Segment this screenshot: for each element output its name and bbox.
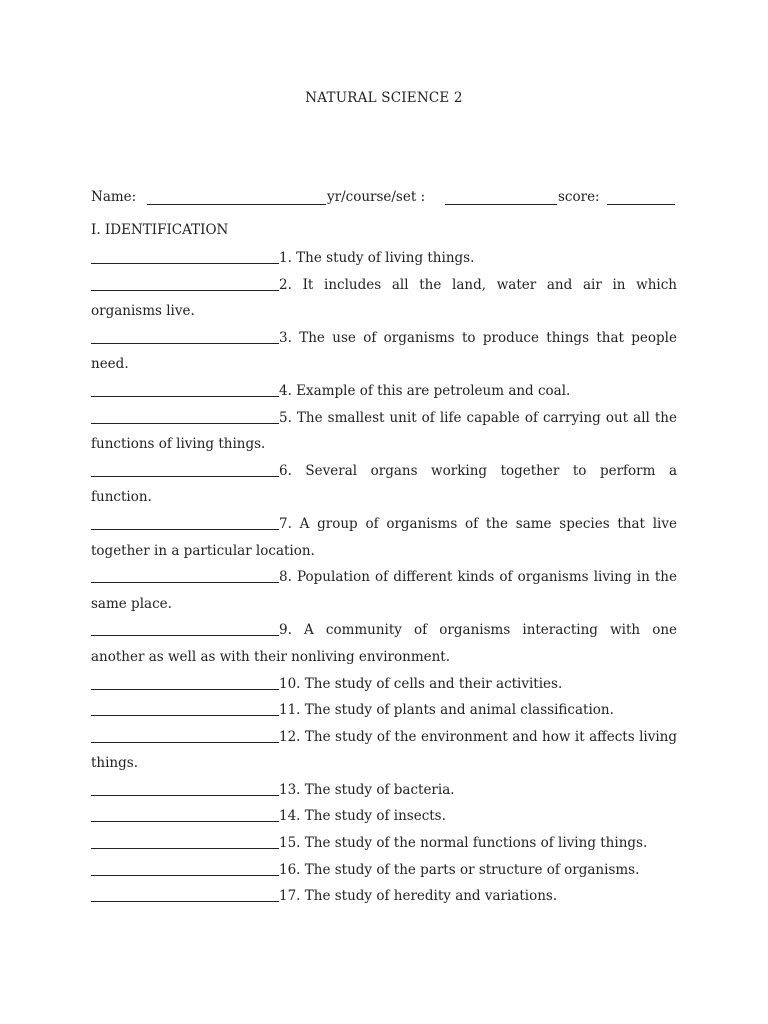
answer-blank[interactable]: [91, 781, 279, 796]
item-text: 1. The study of living things.: [279, 250, 475, 266]
answer-blank[interactable]: [91, 249, 279, 264]
item-text: 5. The smallest unit of life capable of carrying out all the functions of living things.: [91, 409, 677, 453]
answer-blank[interactable]: [91, 329, 279, 344]
list-item: [91, 245, 677, 272]
name-label: Name:: [91, 189, 137, 205]
answer-blank[interactable]: [91, 834, 279, 849]
answer-blank[interactable]: [91, 728, 279, 743]
list-item: [91, 617, 677, 670]
answer-blank[interactable]: [91, 861, 279, 876]
item-text: 16. The study of the parts or structure of organisms.: [279, 861, 640, 878]
list-item: [91, 777, 677, 804]
answer-blank[interactable]: [91, 515, 279, 530]
item-text: 17. The study of heredity and variations.: [279, 888, 558, 905]
list-item: [91, 272, 677, 325]
list-item: [91, 883, 677, 910]
answer-blank[interactable]: [91, 568, 279, 583]
list-item: [91, 697, 677, 724]
answer-blank[interactable]: [91, 409, 279, 424]
answer-blank[interactable]: [91, 807, 279, 822]
list-item: [91, 511, 677, 564]
item-text: 13. The study of bacteria.: [279, 781, 455, 798]
list-item: [91, 378, 677, 405]
score-blank[interactable]: [607, 190, 675, 205]
answer-blank[interactable]: [91, 887, 279, 902]
item-text: 2. It includes all the land, water and air in which organisms live.: [91, 276, 677, 320]
name-blank[interactable]: [147, 190, 326, 205]
item-text: 12. The study of the environment and how it affects living things.: [91, 728, 677, 772]
answer-blank[interactable]: [91, 382, 279, 397]
score-label: score:: [558, 189, 600, 205]
course-blank[interactable]: [445, 190, 557, 205]
list-item: [91, 325, 677, 378]
item-text: 15. The study of the normal functions of living things.: [279, 835, 648, 852]
identification-list: [91, 245, 677, 910]
page-title: NATURAL SCIENCE 2: [305, 90, 463, 106]
item-text: 3. The use of organisms to produce things that people need.: [91, 329, 677, 373]
list-item: [91, 830, 677, 857]
item-text: 7. A group of organisms of the same species that live together in a particular location.: [91, 515, 677, 559]
list-item: [91, 458, 677, 511]
item-text: 6. Several organs working together to perform a function.: [91, 462, 677, 506]
item-text: 10. The study of cells and their activities.: [279, 675, 563, 692]
answer-blank[interactable]: [91, 276, 279, 291]
student-info-line: [91, 189, 677, 209]
list-item: [91, 724, 677, 777]
answer-blank[interactable]: [91, 675, 279, 690]
list-item: [91, 564, 677, 617]
list-item: [91, 405, 677, 458]
list-item: [91, 857, 677, 884]
item-text: 11. The study of plants and animal classification.: [279, 702, 614, 719]
list-item: [91, 671, 677, 698]
section-title: I. IDENTIFICATION: [91, 222, 229, 238]
item-text: 4. Example of this are petroleum and coal.: [279, 382, 571, 399]
answer-blank[interactable]: [91, 701, 279, 716]
item-text: 9. A community of organisms interacting with one another as well as with their nonliving environment.: [91, 622, 677, 665]
list-item: [91, 803, 677, 830]
item-text: 14. The study of insects.: [279, 808, 446, 825]
course-label: yr/course/set :: [327, 189, 426, 205]
answer-blank[interactable]: [91, 621, 279, 636]
item-text: 8. Population of different kinds of organisms living in the same place.: [91, 569, 677, 612]
answer-blank[interactable]: [91, 462, 279, 477]
